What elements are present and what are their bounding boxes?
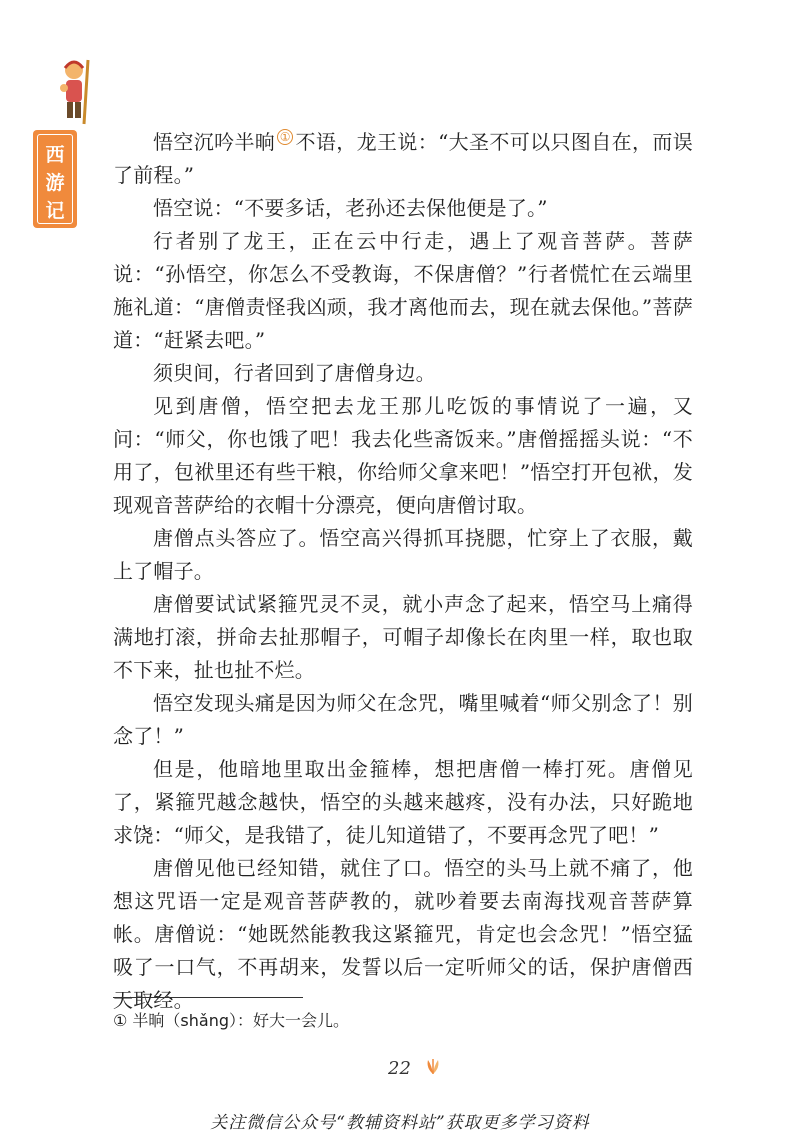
paragraph: 唐僧见他已经知错，就住了口。悟空的头马上就不痛了，他想这咒语一定是观音菩萨教的，就吵着要去南海找观音菩萨算帐。唐僧说：“她既然能教我这紧箍咒，肯定也会念咒！”悟空猛吸了一口气，不再胡来，发誓以后一定听师父的话，保护唐僧西天取经。 xyxy=(113,856,693,1012)
footnote-marker: ① xyxy=(277,129,293,145)
monkey-king-icon xyxy=(54,58,96,128)
book-title-char-1: 西 xyxy=(45,144,65,166)
watermark-note: 关注微信公众号“教辅资料站”获取更多学习资料 xyxy=(210,1113,590,1133)
paragraph: 悟空沉吟半晌 ① 不语，龙王说：“大圣不可以只图自在，而误了前程。” xyxy=(113,130,693,187)
footnote: ① 半晌（shǎng）：好大一会儿。 xyxy=(113,1011,350,1030)
book-title-char-3: 记 xyxy=(45,200,65,222)
book-title-char-2: 游 xyxy=(45,172,65,194)
page-number: 22 xyxy=(388,1058,411,1079)
paragraph: 悟空说：“不要多话，老孙还去保他便是了。” xyxy=(153,196,548,220)
paragraph: 唐僧点头答应了。悟空高兴得抓耳挠腮，忙穿上了衣服，戴上了帽子。 xyxy=(113,526,693,583)
leaf-ornament-icon xyxy=(422,1058,444,1076)
book-title-tab xyxy=(33,130,77,228)
footnote-divider xyxy=(113,997,303,998)
paragraph: 唐僧要试试紧箍咒灵不灵，就小声念了起来，悟空马上痛得满地打滚，拼命去扯那帽子，可帽子却像长在肉里一样，取也取不下来，扯也扯不烂。 xyxy=(113,592,693,682)
paragraph: 须臾间，行者回到了唐僧身边。 xyxy=(153,361,436,385)
paragraph: 但是，他暗地里取出金箍棒，想把唐僧一棒打死。唐僧见了，紧箍咒越念越快，悟空的头越来越疼，没有办法，只好跪地求饶：“师父，是我错了，徒儿知道错了，不要再念咒了吧！” xyxy=(113,757,693,847)
paragraph: 行者别了龙王，正在云中行走，遇上了观音菩萨。菩萨说：“孙悟空，你怎么不受教诲，不保唐僧？”行者慌忙在云端里施礼道：“唐僧责怪我凶顽，我才离他而去，现在就去保他。”菩萨道：“赶紧去吧。” xyxy=(113,229,693,352)
paragraph: 见到唐僧，悟空把去龙王那儿吃饭的事情说了一遍，又问：“师父，你也饿了吧！我去化些斋饭来。”唐僧摇摇头说：“不用了，包袱里还有些干粮，你给师父拿来吧！”悟空打开包袱，发现观音菩萨给的衣帽十分漂亮，便向唐僧讨取。 xyxy=(113,394,693,517)
main-text xyxy=(113,126,693,1017)
paragraph: 悟空发现头痛是因为师父在念咒，嘴里喊着“师父别念了！别念了！” xyxy=(113,691,693,748)
